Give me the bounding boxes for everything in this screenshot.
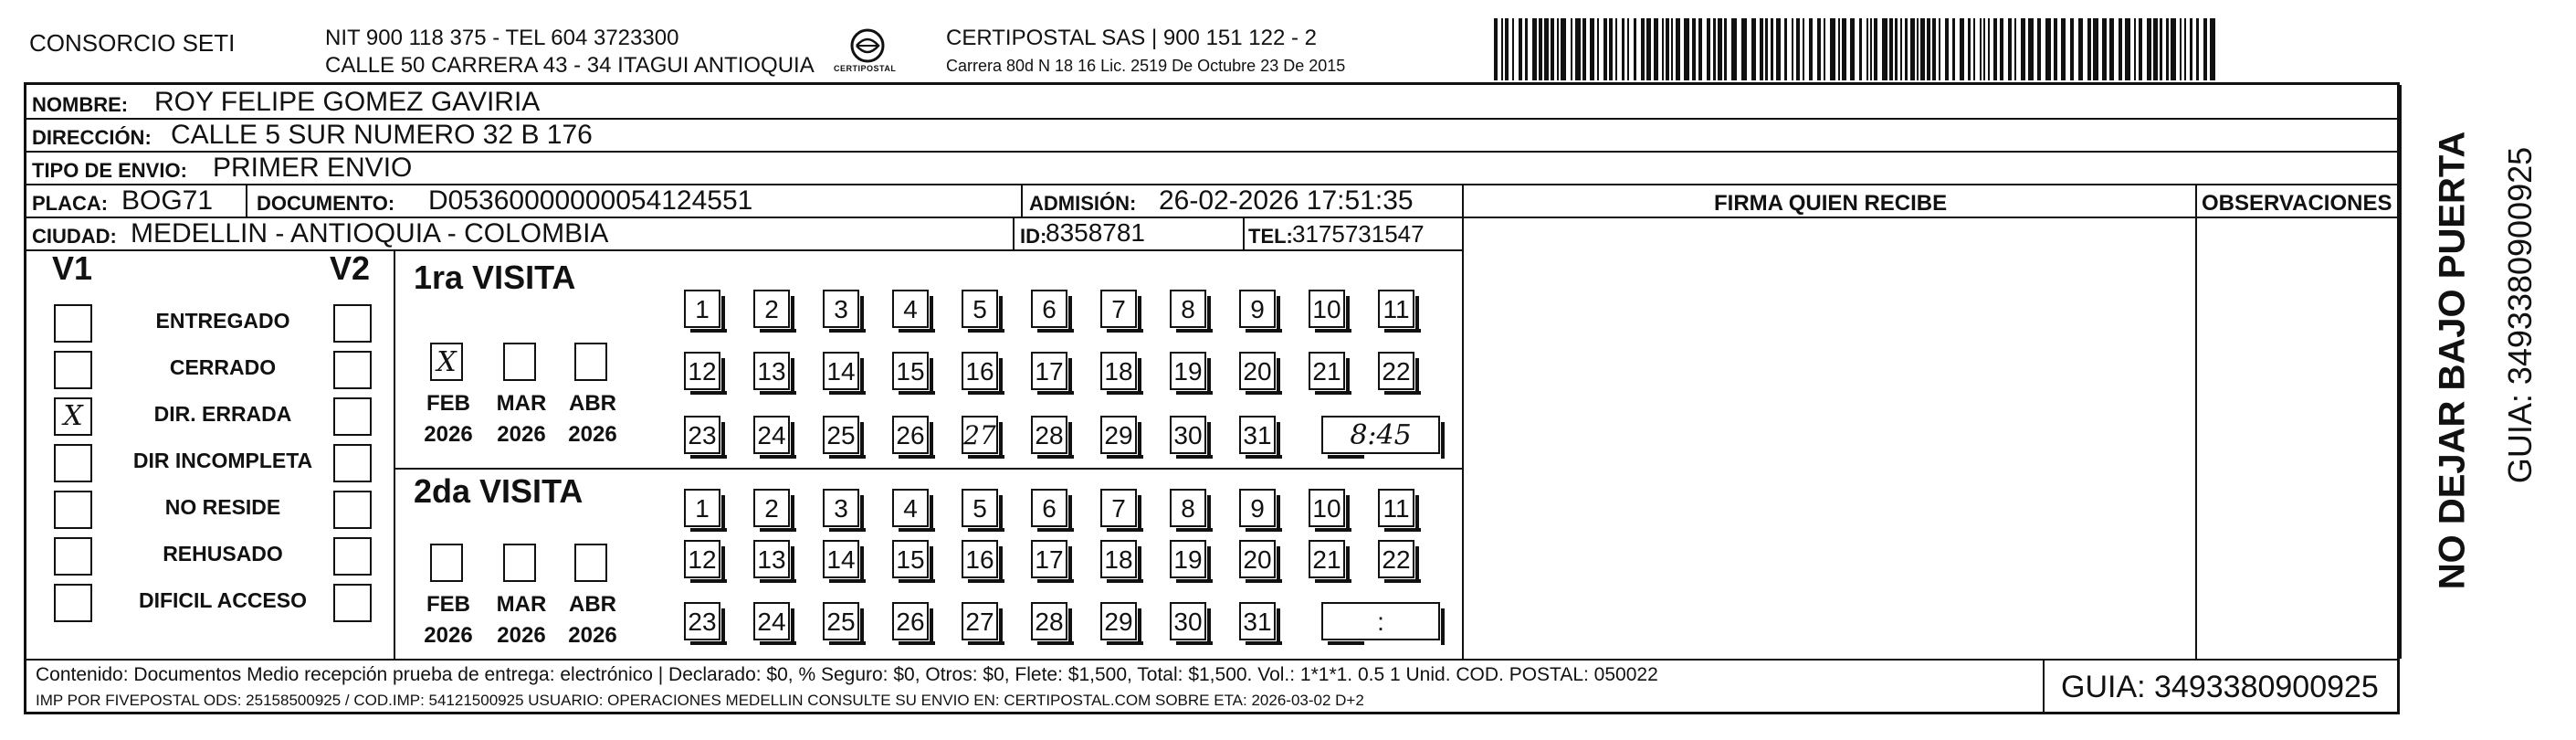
barcode-bar <box>2160 18 2162 80</box>
day-box[interactable]: 20 <box>1239 540 1276 578</box>
day-box[interactable]: 11 <box>1378 489 1414 527</box>
barcode-bar <box>2021 18 2025 80</box>
barcode-bar <box>1952 18 1955 80</box>
company-name: CONSORCIO SETI <box>29 29 236 57</box>
barcode-bar <box>1512 18 1514 80</box>
barcode-bar <box>1771 18 1773 80</box>
day-box[interactable]: 12 <box>684 540 720 578</box>
time-box[interactable]: : <box>1321 602 1440 640</box>
barcode-bar <box>1731 18 1737 80</box>
day-box[interactable]: 25 <box>823 602 859 640</box>
month-label: FEB <box>426 391 470 416</box>
barcode-bar <box>1910 18 1915 80</box>
status-label: CERRADO <box>169 355 277 379</box>
barcode-bar <box>1988 18 1990 80</box>
status-label: DIFICIL ACCESO <box>138 588 307 612</box>
footer-guia: GUIA: 3493380900925 <box>2061 670 2379 704</box>
day-box[interactable]: 21 <box>1309 540 1345 578</box>
id-label: ID: <box>1020 225 1047 248</box>
barcode-bar <box>1751 18 1756 80</box>
v2-checkbox[interactable] <box>333 304 372 343</box>
v2-checkbox[interactable] <box>333 491 372 529</box>
barcode-bar <box>1960 18 1964 80</box>
barcode-bar <box>1539 18 1542 80</box>
barcode-bar <box>1973 18 1975 80</box>
day-box[interactable]: 7 <box>1100 489 1137 527</box>
day-box[interactable]: 8 <box>1170 489 1206 527</box>
barcode-icon <box>1494 18 2224 80</box>
footer-imp: IMP POR FIVEPOSTAL ODS: 25158500925 / COD.IMP: 54121500925 USUARIO: OPERACIONES MEDELLIN CONSULTE SU ENVIO EN: CERTIPOSTAL.COM SOBRE ETA: 2026-03-02 D+2 <box>36 692 1364 709</box>
month-box[interactable] <box>574 343 607 381</box>
barcode-bar <box>1561 18 1566 80</box>
day-box[interactable]: 19 <box>1170 352 1206 390</box>
second-visit-label: 2da VISITA <box>414 472 584 510</box>
barcode-bar <box>1692 18 1696 80</box>
barcode-bar <box>1676 18 1680 80</box>
barcode-bar <box>1824 18 1825 80</box>
certipostal-logo <box>831 26 904 80</box>
tel-value: 3175731547 <box>1292 220 1425 248</box>
barcode-bar <box>1939 18 1940 80</box>
barcode-bar <box>1980 18 1982 80</box>
day-box[interactable]: 10 <box>1309 489 1345 527</box>
barcode-bar <box>1870 18 1872 80</box>
first-visit-label: 1ra VISITA <box>414 259 576 296</box>
nombre-label: NOMBRE: <box>32 93 129 116</box>
barcode-bar <box>2028 18 2034 80</box>
day-box[interactable]: 15 <box>892 352 929 390</box>
id-value: 8358781 <box>1046 218 1146 247</box>
placa-value: BOG71 <box>121 185 214 216</box>
day-box[interactable]: 18 <box>1100 540 1137 578</box>
day-box[interactable]: 22 <box>1378 540 1414 578</box>
direccion-value: CALLE 5 SUR NUMERO 32 B 176 <box>171 120 593 150</box>
day-box[interactable]: 28 <box>1031 416 1067 454</box>
v2-checkbox[interactable] <box>333 397 372 436</box>
barcode-bar <box>1597 18 1599 80</box>
day-box[interactable]: 21 <box>1309 352 1345 390</box>
year-label: 2026 <box>424 623 473 648</box>
barcode-bar <box>1505 18 1509 80</box>
barcode-bar <box>1557 18 1559 80</box>
day-box[interactable]: 19 <box>1170 540 1206 578</box>
barcode-bar <box>1575 18 1581 80</box>
barcode-bar <box>2180 18 2182 80</box>
barcode-bar <box>1582 18 1586 80</box>
barcode-bar <box>2102 18 2107 80</box>
barcode-bar <box>2045 18 2051 80</box>
day-box[interactable]: 31 <box>1239 602 1276 640</box>
v2-checkbox[interactable] <box>333 351 372 389</box>
barcode-bar <box>1792 18 1793 80</box>
day-box[interactable]: 27 <box>962 416 998 454</box>
barcode-bar <box>1889 18 1893 80</box>
day-box[interactable]: 31 <box>1239 416 1276 454</box>
barcode-bar <box>2037 18 2041 80</box>
v1-checkbox[interactable]: X <box>54 397 92 436</box>
barcode-bar <box>2210 18 2215 80</box>
v1-checkbox[interactable] <box>54 444 92 482</box>
day-box[interactable]: 22 <box>1378 352 1414 390</box>
barcode-bar <box>1776 18 1781 80</box>
logo-text: CERTIPOSTAL <box>834 64 897 73</box>
barcode-bar <box>1895 18 1898 80</box>
day-box[interactable]: 24 <box>753 416 790 454</box>
month-label: MAR <box>496 391 547 416</box>
month-box[interactable] <box>430 544 463 582</box>
barcode-bar <box>2093 18 2098 80</box>
barcode-bar <box>1525 18 1528 80</box>
day-box[interactable]: 16 <box>962 540 998 578</box>
barcode-bar <box>2153 18 2158 80</box>
day-box[interactable]: 26 <box>892 416 929 454</box>
barcode-bar <box>1932 18 1936 80</box>
day-box[interactable]: 29 <box>1100 416 1137 454</box>
nit-line: NIT 900 118 375 - TEL 604 3723300 <box>325 26 679 50</box>
barcode-bar <box>1920 18 1925 80</box>
barcode-bar <box>1622 18 1624 80</box>
barcode-bar <box>2134 18 2136 80</box>
status-label: DIR INCOMPLETA <box>132 449 313 472</box>
month-box[interactable]: X <box>430 343 463 381</box>
barcode-bar <box>1760 18 1763 80</box>
barcode-bar <box>1803 18 1804 80</box>
barcode-bar <box>1532 18 1537 80</box>
barcode-bar <box>2070 18 2074 80</box>
barcode <box>1494 18 2224 80</box>
barcode-bar <box>1698 18 1702 80</box>
barcode-bar <box>1551 18 1554 80</box>
day-box[interactable]: 18 <box>1100 352 1137 390</box>
barcode-bar <box>1494 18 1498 80</box>
placa-label: PLACA: <box>32 192 109 215</box>
barcode-bar <box>2119 18 2122 80</box>
barcode-bar <box>1615 18 1617 80</box>
v1-checkbox[interactable] <box>54 537 92 576</box>
barcode-bar <box>2054 18 2057 80</box>
barcode-bar <box>1603 18 1607 80</box>
barcode-bar <box>2166 18 2169 80</box>
documento-label: DOCUMENTO: <box>257 192 395 215</box>
day-box[interactable]: 13 <box>753 352 790 390</box>
day-box[interactable]: 30 <box>1170 416 1206 454</box>
barcode-bar <box>1671 18 1673 80</box>
barcode-bar <box>1842 18 1846 80</box>
barcode-bar <box>2014 18 2016 80</box>
direccion-label: DIRECCIÓN: <box>32 126 152 149</box>
barcode-bar <box>2184 18 2186 80</box>
day-box[interactable]: 15 <box>892 540 929 578</box>
barcode-bar <box>1809 18 1813 80</box>
barcode-bar <box>1859 18 1862 80</box>
month-label: ABR <box>569 391 616 416</box>
day-box[interactable]: 7 <box>1100 290 1137 328</box>
observaciones-label: OBSERVACIONES <box>2202 191 2392 216</box>
v1-label: V1 <box>52 249 93 287</box>
barcode-bar <box>1983 18 1985 80</box>
day-box[interactable]: 5 <box>962 489 998 527</box>
day-box[interactable]: 17 <box>1031 540 1067 578</box>
day-box[interactable]: 6 <box>1031 290 1067 328</box>
month-label: ABR <box>569 592 616 617</box>
ciudad-label: CIUDAD: <box>32 225 117 248</box>
barcode-bar <box>2087 18 2091 80</box>
barcode-bar <box>1882 18 1887 80</box>
nombre-value: ROY FELIPE GOMEZ GAVIRIA <box>154 87 541 117</box>
status-label: NO RESIDE <box>164 495 281 519</box>
barcode-bar <box>1850 18 1855 80</box>
v2-checkbox[interactable] <box>333 537 372 576</box>
barcode-bar <box>1707 18 1710 80</box>
barcode-bar <box>1741 18 1747 80</box>
documento-value: D05360000000054124551 <box>428 185 753 216</box>
day-box[interactable]: 4 <box>892 489 929 527</box>
month-label: FEB <box>426 592 470 617</box>
barcode-bar <box>1765 18 1768 80</box>
tipo-value: PRIMER ENVIO <box>213 153 413 183</box>
tipo-label: TIPO DE ENVIO: <box>32 159 187 182</box>
v1-checkbox[interactable] <box>54 351 92 389</box>
day-box[interactable]: 28 <box>1031 602 1067 640</box>
day-box[interactable]: 1 <box>684 489 720 527</box>
year-label: 2026 <box>497 422 546 447</box>
day-box[interactable]: 2 <box>753 290 790 328</box>
day-box[interactable]: 20 <box>1239 352 1276 390</box>
barcode-bar <box>1684 18 1689 80</box>
day-box[interactable]: 14 <box>823 352 859 390</box>
barcode-bar <box>2196 18 2199 80</box>
barcode-bar <box>2190 18 2192 80</box>
barcode-bar <box>1641 18 1645 80</box>
barcode-bar <box>1830 18 1835 80</box>
day-box[interactable]: 10 <box>1309 290 1345 328</box>
barcode-bar <box>1993 18 1997 80</box>
barcode-bar <box>1838 18 1840 80</box>
barcode-bar <box>1866 18 1868 80</box>
day-box[interactable]: 11 <box>1378 290 1414 328</box>
barcode-bar <box>1662 18 1664 80</box>
barcode-bar <box>2125 18 2130 80</box>
barcode-bar <box>2061 18 2066 80</box>
v1-checkbox[interactable] <box>54 584 92 622</box>
barcode-bar <box>2008 18 2012 80</box>
status-label: REHUSADO <box>163 542 283 566</box>
v2-checkbox[interactable] <box>333 444 372 482</box>
barcode-bar <box>2109 18 2114 80</box>
barcode-bar <box>1646 18 1651 80</box>
barcode-bar <box>1590 18 1594 80</box>
barcode-bar <box>1724 18 1727 80</box>
barcode-bar <box>1718 18 1722 80</box>
year-label: 2026 <box>497 623 546 648</box>
address-line: CALLE 50 CARRERA 43 - 34 ITAGUI ANTIOQUIA <box>325 53 815 78</box>
status-label: ENTREGADO <box>155 309 290 333</box>
day-box[interactable]: 17 <box>1031 352 1067 390</box>
day-box[interactable]: 16 <box>962 352 998 390</box>
barcode-bar <box>1634 18 1636 80</box>
month-box[interactable] <box>574 544 607 582</box>
side-guia: GUIA: 3493380900925 <box>2501 146 2539 484</box>
day-box[interactable]: 23 <box>684 602 720 640</box>
month-box[interactable] <box>503 343 536 381</box>
tel-label: TEL: <box>1248 225 1293 248</box>
v2-label: V2 <box>330 249 371 287</box>
barcode-bar <box>1968 18 1971 80</box>
barcode-bar <box>2139 18 2142 80</box>
day-box[interactable]: 24 <box>753 602 790 640</box>
barcode-bar <box>1917 18 1919 80</box>
ciudad-value: MEDELLIN - ANTIOQUIA - COLOMBIA <box>131 218 609 248</box>
barcode-bar <box>1654 18 1658 80</box>
month-label: MAR <box>496 592 547 617</box>
barcode-bar <box>1713 18 1716 80</box>
year-label: 2026 <box>424 422 473 447</box>
barcode-bar <box>1627 18 1629 80</box>
day-box[interactable]: 1 <box>684 290 720 328</box>
barcode-bar <box>1796 18 1800 80</box>
year-label: 2026 <box>568 623 617 648</box>
barcode-bar <box>1519 18 1522 80</box>
side-no-dejar: NO DEJAR BAJO PUERTA <box>2432 131 2473 590</box>
day-box[interactable]: 2 <box>753 489 790 527</box>
barcode-bar <box>1817 18 1821 80</box>
barcode-bar <box>1571 18 1572 80</box>
barcode-bar <box>1874 18 1877 80</box>
barcode-bar <box>1544 18 1549 80</box>
admision-value: 26-02-2026 17:51:35 <box>1159 185 1414 216</box>
day-box[interactable]: 23 <box>684 416 720 454</box>
v1-checkbox[interactable] <box>54 304 92 343</box>
day-box[interactable]: 4 <box>892 290 929 328</box>
barcode-bar <box>2171 18 2176 80</box>
barcode-bar <box>1945 18 1949 80</box>
day-box[interactable]: 8 <box>1170 290 1206 328</box>
barcode-bar <box>2147 18 2151 80</box>
day-box[interactable]: 27 <box>962 602 998 640</box>
certipostal-sub: Carrera 80d N 18 16 Lic. 2519 De Octubre 23 De 2015 <box>946 57 1346 75</box>
barcode-bar <box>1784 18 1787 80</box>
side-text <box>2405 119 2539 630</box>
day-box[interactable]: 9 <box>1239 290 1276 328</box>
certipostal-line: CERTIPOSTAL SAS | 900 151 122 - 2 <box>946 26 1317 50</box>
admision-label: ADMISIÓN: <box>1029 192 1137 215</box>
day-box[interactable]: 6 <box>1031 489 1067 527</box>
day-box[interactable]: 12 <box>684 352 720 390</box>
barcode-bar <box>2000 18 2003 80</box>
v2-checkbox[interactable] <box>333 584 372 622</box>
barcode-bar <box>1905 18 1908 80</box>
day-box[interactable]: 30 <box>1170 602 1206 640</box>
day-box[interactable]: 29 <box>1100 602 1137 640</box>
year-label: 2026 <box>568 422 617 447</box>
barcode-bar <box>1900 18 1902 80</box>
day-box[interactable]: 9 <box>1239 489 1276 527</box>
firma-label: FIRMA QUIEN RECIBE <box>1714 191 1948 216</box>
month-box[interactable] <box>503 544 536 582</box>
status-label: DIR. ERRADA <box>153 402 292 426</box>
day-box[interactable]: 13 <box>753 540 790 578</box>
day-box[interactable]: 5 <box>962 290 998 328</box>
day-box[interactable]: 3 <box>823 489 859 527</box>
day-box[interactable]: 14 <box>823 540 859 578</box>
barcode-bar <box>1501 18 1503 80</box>
barcode-bar <box>2203 18 2207 80</box>
barcode-bar <box>2078 18 2083 80</box>
barcode-bar <box>1927 18 1930 80</box>
day-box[interactable]: 25 <box>823 416 859 454</box>
barcode-bar <box>1609 18 1613 80</box>
time-box[interactable]: 8:45 <box>1321 416 1440 454</box>
day-box[interactable]: 26 <box>892 602 929 640</box>
v1-checkbox[interactable] <box>54 491 92 529</box>
barcode-bar <box>1666 18 1669 80</box>
delivery-form <box>24 82 2400 714</box>
footer-contenido: Contenido: Documentos Medio recepción prueba de entrega: electrónico | Declarado: $0, % Seguro: $0, Otros: $0, Flete: $1,500, Total: $1,500. Vol.: 1*1*1. 0.5 1 Unid. COD. POSTAL: 050022 <box>36 664 1658 685</box>
day-box[interactable]: 3 <box>823 290 859 328</box>
